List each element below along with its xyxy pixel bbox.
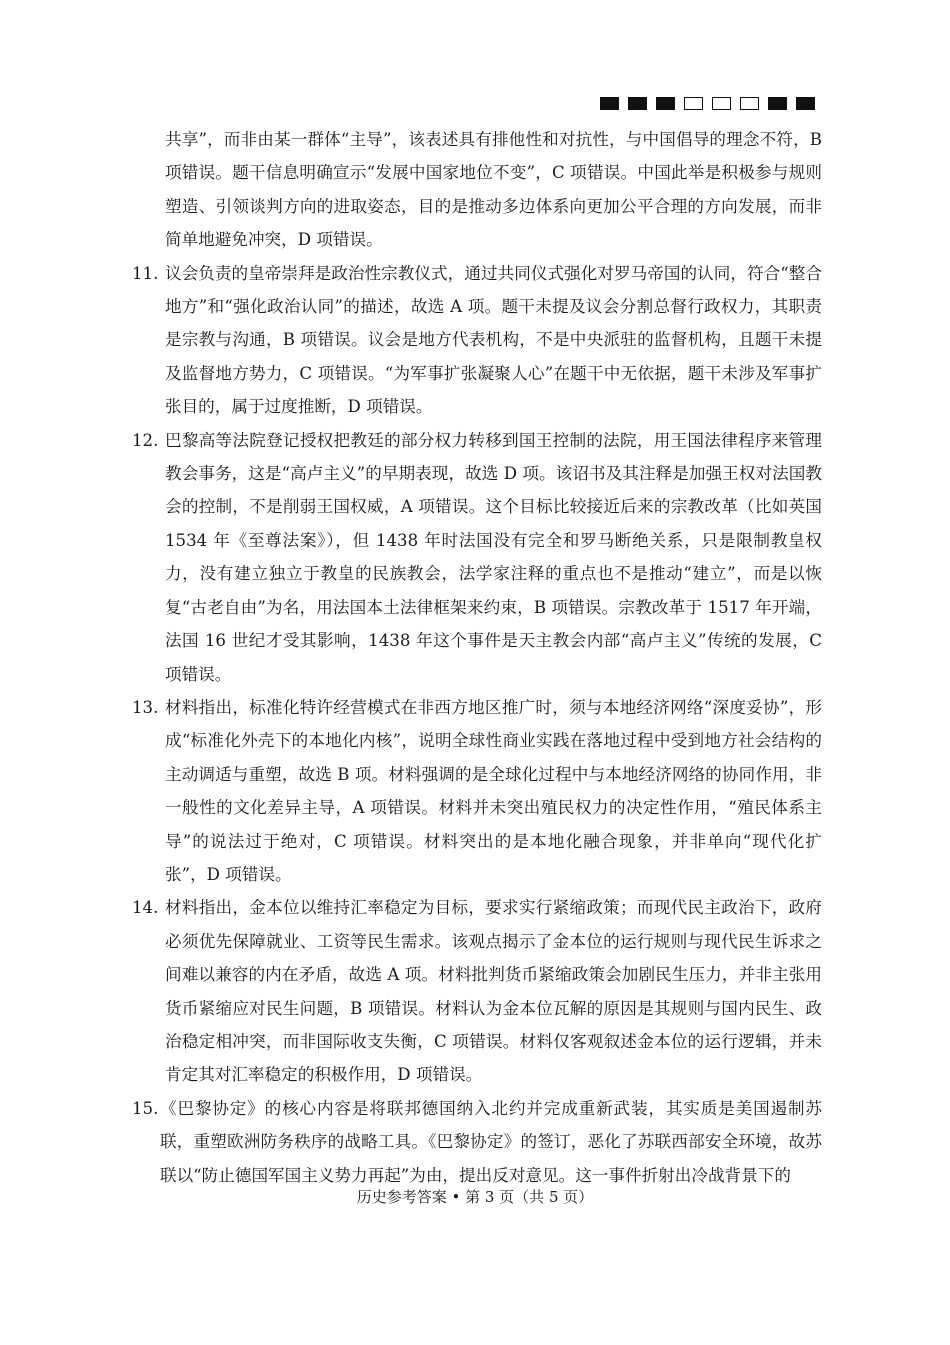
- item-text: 巴黎高等法院登记授权把教廷的部分权力转移到国王控制的法院，用王国法律程序来管理教会事务，这是“高卢主义”的早期表现，故选 D 项。该诏书及其注释是加强王权对法国教会的控制，不是削弱王国权威，A 项错误。这个目标比较接近后来的宗教改革（比如英国 1534 年《至尊法案》），但 1438 年时法国没有完全和罗马断绝关系，只是限制教皇权力，没有建立独立于教皇的民族教会，法学家注释的重点也不是推动“建立”，而是以恢复“古老自由”为名，用法国本土法律框架来约束，B 项错误。宗教改革于 1517 年开端，法国 16 世纪才受其影响，1438 年这个事件是天主教会内部“高卢主义”传统的发展，C 项错误。: [165, 430, 822, 684]
- page-marker-squares: [600, 97, 815, 110]
- item-number: 14.: [132, 898, 159, 918]
- answer-item-11: [132, 257, 822, 424]
- filled-square-mark: [656, 97, 675, 110]
- answer-content: [132, 123, 822, 1192]
- item-number: 11.: [132, 263, 159, 283]
- empty-square-mark: [740, 97, 759, 110]
- continuation-paragraph: 共享”，而非由某一群体“主导”，该表述具有排他性和对抗性，与中国倡导的理念不符，B 项错误。题干信息明确宣示“发展中国家地位不变”，C 项错误。中国此举是积极参与规则塑造、引领谈判方向的进取姿态，目的是推动多边体系向更加公平合理的方向发展，而非简单地避免冲突，D 项错误。: [165, 130, 822, 250]
- empty-square-mark: [712, 97, 731, 110]
- item-text: 议会负责的皇帝崇拜是政治性宗教仪式，通过共同仪式强化对罗马帝国的认同，符合“整合地方”和“强化政治认同”的描述，故选 A 项。题干未提及议会分割总督行政权力，其职责是宗教与沟通，B 项错误。议会是地方代表机构，不是中央派驻的监督机构，且题干未提及监督地方势力，C 项错误。“为军事扩张凝聚人心”在题干中无依据，题干未涉及军事扩张目的，属于过度推断，D 项错误。: [165, 263, 822, 417]
- answer-item-14: [132, 891, 822, 1091]
- filled-square-mark: [768, 97, 787, 110]
- item-text: 材料指出，标准化特许经营模式在非西方地区推广时，须与本地经济网络“深度妥协”，形成“标准化外壳下的本地化内核”，说明全球性商业实践在落地过程中受到地方社会结构的主动调适与重塑，故选 B 项。材料强调的是全球化过程中与本地经济网络的协同作用，非一般性的文化差异主导，A 项错误。材料并未突出殖民权力的决定性作用，“殖民体系主导”的说法过于绝对，C 项错误。材料突出的是本地化融合现象，并非单向“现代化扩张”，D 项错误。: [165, 697, 822, 884]
- filled-square-mark: [600, 97, 619, 110]
- item-number: 12.: [132, 430, 159, 450]
- filled-square-mark: [628, 97, 647, 110]
- item-number: 13.: [132, 697, 159, 717]
- item-text: 材料指出，金本位以维持汇率稳定为目标，要求实行紧缩政策；而现代民主政治下，政府必须优先保障就业、工资等民生需求。该观点揭示了金本位的运行规则与现代民生诉求之间难以兼容的内在矛盾，故选 A 项。材料批判货币紧缩政策会加剧民生压力，并非主张用货币紧缩应对民生问题，B 项错误。材料认为金本位瓦解的原因是其规则与国内民生、政治稳定相冲突，而非国际收支失衡，C 项错误。材料仅客观叙述金本位的运行逻辑，并未肯定其对汇率稳定的积极作用，D 项错误。: [165, 898, 822, 1085]
- item-number: 15.: [132, 1098, 159, 1118]
- page-footer: 历史参考答案 • 第 3 页（共 5 页）: [356, 1188, 594, 1206]
- filled-square-mark: [796, 97, 815, 110]
- answer-item-15: [132, 1092, 822, 1192]
- item-text: 《巴黎协定》的核心内容是将联邦德国纳入北约并完成重新武装，其实质是美国遏制苏联，重塑欧洲防务秩序的战略工具。《巴黎协定》的签订，恶化了苏联西部安全环境，故苏联以“防止德国军国主义势力再起”为由，提出反对意见。这一事件折射出冷战背景下的: [160, 1098, 822, 1185]
- answer-item-13: [132, 691, 822, 891]
- answer-item-12: [132, 424, 822, 691]
- empty-square-mark: [684, 97, 703, 110]
